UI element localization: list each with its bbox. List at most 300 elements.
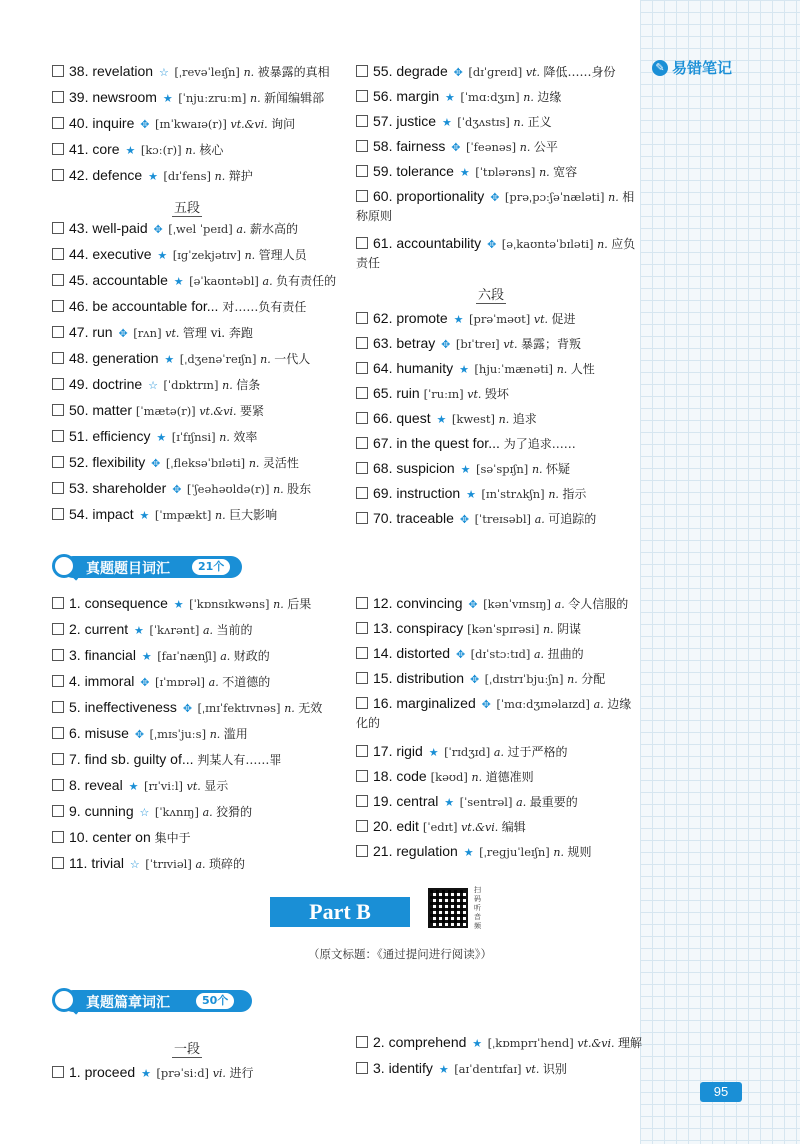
chinese-meaning: 人性: [570, 362, 595, 376]
chinese-meaning: 要紧: [239, 404, 264, 418]
section-count: 50个: [196, 993, 234, 1009]
section-header-zhenti: [52, 556, 242, 578]
chinese-meaning: 对……负有责任: [222, 300, 307, 314]
checkbox[interactable]: [356, 622, 368, 634]
frequency-mark-icon: ★: [139, 509, 153, 522]
vocab-word: 7. find sb. guilty of...: [69, 751, 198, 767]
part-of-speech: n.: [531, 463, 547, 476]
section-header-chapter: [52, 990, 242, 1012]
vocab-entry: [356, 1059, 636, 1079]
frequency-mark-icon: ★: [463, 846, 478, 859]
checkbox[interactable]: [356, 65, 368, 77]
checkbox[interactable]: [52, 378, 64, 390]
chinese-meaning: 当前的: [216, 623, 253, 637]
frequency-mark-icon: ✥: [182, 702, 196, 715]
vocab-word: 50. matter: [69, 402, 136, 418]
checkbox[interactable]: [52, 430, 64, 442]
brand-text: 易错笔记: [672, 59, 733, 77]
part-of-speech: a.: [220, 650, 234, 663]
phonetic: [ˌfleksəˈbɪləti]: [165, 456, 249, 470]
part-of-speech: n.: [608, 191, 623, 204]
phonetic: [ˈnjuːzruːm]: [178, 91, 250, 105]
chinese-meaning: 滥用: [223, 727, 248, 741]
vocab-word: 45. accountable: [69, 272, 172, 288]
checkbox[interactable]: [52, 222, 64, 234]
frequency-mark-icon: ★: [438, 1063, 453, 1076]
checkbox[interactable]: [52, 831, 64, 843]
frequency-mark-icon: ★: [460, 463, 474, 476]
phonetic: [ˌdʒenəˈreɪʃn]: [179, 352, 261, 366]
part-of-speech: a.: [202, 624, 217, 637]
part-of-speech: n.: [219, 431, 234, 444]
grid-margin-band: [640, 0, 800, 1144]
section-count: 21个: [192, 559, 230, 575]
vocab-entry: [52, 505, 332, 525]
qr-code-icon[interactable]: [428, 888, 468, 928]
chinese-meaning: 促进: [551, 312, 576, 326]
frequency-mark-icon: ✥: [441, 338, 454, 351]
chinese-meaning: 管理 vi. 奔跑: [182, 326, 253, 340]
vocab-word: 51. efficiency: [69, 428, 155, 444]
vocab-entry: [52, 854, 332, 874]
checkbox[interactable]: [356, 487, 368, 499]
part-of-speech: a.: [554, 598, 569, 611]
phonetic: [bɪˈtreɪ]: [455, 337, 504, 351]
part-of-speech: n.: [597, 238, 612, 251]
phonetic: [ˈdɒktrɪn]: [163, 378, 223, 392]
checkbox[interactable]: [356, 1062, 368, 1074]
frequency-mark-icon: ★: [453, 313, 467, 326]
vocab-entry: [52, 88, 332, 108]
chinese-meaning: 边缘: [537, 90, 562, 104]
part-of-speech: n.: [513, 116, 528, 129]
checkbox[interactable]: [52, 143, 64, 155]
vocab-entry: [356, 509, 636, 529]
checkbox[interactable]: [52, 1066, 64, 1078]
frequency-mark-icon: ✥: [451, 141, 464, 154]
chinese-meaning: 集中于: [154, 831, 191, 845]
vocab-entry: [356, 162, 636, 182]
vocab-entry: [52, 750, 332, 770]
part-of-speech: a.: [202, 806, 217, 819]
vocab-word: 6. misuse: [69, 725, 133, 741]
vocab-word: 3. financial: [69, 647, 140, 663]
checkbox[interactable]: [356, 437, 368, 449]
phonetic: [ˌmɪsˈjuːs]: [149, 727, 210, 741]
checkbox[interactable]: [52, 65, 64, 77]
checkbox[interactable]: [356, 597, 368, 609]
vocab-entry: [52, 375, 332, 395]
chinese-meaning: 暴露；背叛: [520, 337, 581, 351]
part-of-speech: a.: [593, 698, 608, 711]
part-of-speech: n.: [542, 623, 558, 636]
checkbox[interactable]: [356, 845, 368, 857]
vocab-word: 2. comprehend: [373, 1034, 471, 1050]
chinese-meaning: 核心: [199, 143, 224, 157]
checkbox[interactable]: [52, 779, 64, 791]
frequency-mark-icon: ✥: [468, 598, 482, 611]
frequency-mark-icon: ✥: [490, 191, 503, 204]
frequency-mark-icon: ☆: [158, 66, 173, 79]
checkbox[interactable]: [356, 795, 368, 807]
vocab-word: 18. code: [373, 768, 431, 784]
checkbox[interactable]: [356, 165, 368, 177]
checkbox[interactable]: [52, 857, 64, 869]
checkbox[interactable]: [52, 597, 64, 609]
chinese-meaning: 分配: [581, 672, 606, 686]
vocab-entry: [52, 114, 332, 134]
vocab-word: 8. reveal: [69, 777, 127, 793]
checkbox[interactable]: [52, 482, 64, 494]
checkbox[interactable]: [356, 237, 368, 249]
vocab-entry: [356, 187, 636, 226]
chinese-meaning: 理解: [618, 1036, 643, 1050]
frequency-mark-icon: ★: [156, 431, 170, 444]
checkbox[interactable]: [356, 770, 368, 782]
magnifier-icon: [52, 988, 76, 1012]
part-of-speech: vt.: [503, 338, 521, 351]
part-of-speech: a.: [534, 513, 549, 526]
vocab-entry: [52, 219, 332, 239]
part-of-speech: a.: [534, 648, 548, 661]
checkbox[interactable]: [356, 745, 368, 757]
vocab-entry: [52, 140, 332, 160]
phonetic: [faɪˈnænʃl]: [157, 649, 221, 663]
phonetic: [ˌdɪstrɪˈbjuːʃn]: [484, 672, 568, 686]
phonetic: [ˈtɒlərəns]: [475, 165, 540, 179]
chinese-meaning: 无效: [298, 701, 323, 715]
chinese-meaning: 追求: [512, 412, 537, 426]
phonetic: [ˈkʌnɪŋ]: [154, 805, 203, 819]
chinese-meaning: 询问: [271, 117, 296, 131]
chinese-meaning: 管理人员: [258, 248, 307, 262]
vocab-entry: [52, 698, 332, 718]
part-of-speech: vt.: [467, 388, 485, 401]
vocab-word: 62. promote: [373, 310, 452, 326]
part-of-speech: vt.: [525, 1063, 543, 1076]
chinese-meaning: 后果: [287, 597, 312, 611]
checkbox[interactable]: [356, 672, 368, 684]
vocab-word: 48. generation: [69, 350, 163, 366]
frequency-mark-icon: ✥: [455, 648, 469, 661]
checkbox[interactable]: [52, 675, 64, 687]
chinese-meaning: 被暴露的真相: [257, 65, 330, 79]
checkbox[interactable]: [356, 820, 368, 832]
vocab-entry: [356, 742, 636, 762]
chinese-meaning: 财政的: [233, 649, 270, 663]
section-label-wuduan: 五段: [172, 197, 202, 217]
phonetic: [ˈfeənəs]: [465, 140, 520, 154]
frequency-mark-icon: ★: [173, 275, 188, 288]
part-of-speech: n.: [556, 363, 571, 376]
phonetic: [ˌreɡjuˈleɪʃn]: [479, 845, 554, 859]
section-label-yiduan: 一段: [172, 1038, 202, 1058]
frequency-mark-icon: ★: [141, 650, 156, 663]
frequency-mark-icon: ✥: [172, 483, 185, 496]
checkbox[interactable]: [52, 404, 64, 416]
vocab-entry: [52, 1063, 332, 1083]
page-number: 95: [700, 1082, 742, 1102]
frequency-mark-icon: ✥: [459, 513, 473, 526]
vocab-word: 43. well-paid: [69, 220, 152, 236]
checkbox[interactable]: [356, 140, 368, 152]
part-of-speech: vi.: [212, 1067, 230, 1080]
magnifier-icon: [52, 554, 76, 578]
frequency-mark-icon: ★: [148, 170, 162, 183]
checkbox[interactable]: [356, 1036, 368, 1048]
checkbox[interactable]: [356, 362, 368, 374]
vocab-entry: [356, 309, 636, 329]
vocab-word: 14. distorted: [373, 645, 454, 661]
vocab-entry: [356, 594, 636, 614]
chinese-meaning: 进行: [229, 1066, 254, 1080]
pencil-icon: ✎: [652, 60, 668, 76]
checkbox[interactable]: [356, 697, 368, 709]
phonetic: [dɪˈstɔːtɪd]: [470, 647, 534, 661]
checkbox[interactable]: [52, 649, 64, 661]
checkbox[interactable]: [52, 456, 64, 468]
checkbox[interactable]: [52, 753, 64, 765]
vocab-word: 59. tolerance: [373, 163, 458, 179]
part-of-speech: vt.: [525, 66, 544, 79]
vocab-entry: [356, 409, 636, 429]
vocab-word: 52. flexibility: [69, 454, 150, 470]
part-of-speech: n.: [214, 170, 229, 183]
checkbox[interactable]: [356, 190, 368, 202]
phonetic: [ˈtrɪviəl]: [145, 857, 196, 871]
checkbox[interactable]: [52, 169, 64, 181]
vocab-word: 56. margin: [373, 88, 444, 104]
checkbox[interactable]: [356, 115, 368, 127]
vocab-entry: [356, 137, 636, 157]
frequency-mark-icon: ☆: [139, 806, 153, 819]
frequency-mark-icon: ✥: [487, 238, 500, 251]
frequency-mark-icon: ★: [472, 1037, 486, 1050]
phonetic: [prəˈsiːd]: [156, 1066, 213, 1080]
chinese-meaning: 毁坏: [484, 387, 509, 401]
vocab-word: 55. degrade: [373, 63, 452, 79]
vocab-word: 12. convincing: [373, 595, 467, 611]
checkbox[interactable]: [52, 508, 64, 520]
vocab-word: 67. in the quest for...: [373, 435, 504, 451]
checkbox[interactable]: [52, 274, 64, 286]
checkbox[interactable]: [52, 117, 64, 129]
checkbox[interactable]: [356, 387, 368, 399]
checkbox[interactable]: [52, 701, 64, 713]
vocab-entry: [52, 62, 332, 82]
phonetic: [ɪnˈstrʌkʃn]: [481, 487, 549, 501]
vocab-word: 19. central: [373, 793, 443, 809]
chinese-meaning: 负有责任的: [276, 274, 337, 288]
vocab-word: 47. run: [69, 324, 117, 340]
checkbox[interactable]: [52, 623, 64, 635]
phonetic: [kənˈvɪnsɪŋ]: [483, 597, 555, 611]
vocab-word: 40. inquire: [69, 115, 139, 131]
phonetic: [ɪnˈkwaɪə(r)]: [155, 117, 231, 131]
vocab-word: 4. immoral: [69, 673, 139, 689]
checkbox[interactable]: [52, 300, 64, 312]
phonetic: [ˈruːɪn]: [423, 387, 468, 401]
phonetic: [əˌkaʊntəˈbɪləti]: [501, 237, 598, 251]
vocab-word: 1. proceed: [69, 1064, 140, 1080]
vocab-word: 16. marginalized: [373, 695, 480, 711]
part-of-speech: n.: [260, 353, 275, 366]
vocab-word: 69. instruction: [373, 485, 465, 501]
part-of-speech: a.: [236, 223, 250, 236]
part-of-speech: n.: [222, 379, 237, 392]
chinese-meaning: 新闻编辑部: [264, 91, 325, 105]
phonetic: [ˈtreɪsəbl]: [474, 512, 535, 526]
chinese-meaning: 怀疑: [546, 462, 571, 476]
vocab-entry: [356, 112, 636, 132]
vocab-entry: [52, 349, 332, 369]
checkbox[interactable]: [356, 512, 368, 524]
frequency-mark-icon: ✥: [151, 457, 164, 470]
vocab-word: 42. defence: [69, 167, 147, 183]
part-of-speech: vt.&vi.: [199, 405, 240, 418]
vocab-word: 9. cunning: [69, 803, 138, 819]
checkbox[interactable]: [356, 412, 368, 424]
chinese-meaning: 琐碎的: [209, 857, 246, 871]
frequency-mark-icon: ★: [445, 91, 459, 104]
part-of-speech: vt.&vi.: [577, 1037, 619, 1050]
checkbox[interactable]: [356, 462, 368, 474]
vocab-word: 13. conspiracy: [373, 620, 468, 636]
part-of-speech: n.: [185, 144, 200, 157]
part-of-speech: a.: [516, 796, 530, 809]
chinese-meaning: 扭曲的: [547, 647, 584, 661]
part-of-speech: n.: [567, 673, 582, 686]
chinese-meaning: 辩护: [228, 169, 253, 183]
vocab-word: 58. fairness: [373, 138, 450, 154]
checkbox[interactable]: [52, 326, 64, 338]
part-of-speech: n.: [523, 91, 538, 104]
chinese-meaning: 正义: [527, 115, 552, 129]
vocab-word: 60. proportionality: [373, 188, 489, 204]
frequency-mark-icon: ★: [128, 780, 142, 793]
chinese-meaning: 过于严格的: [507, 745, 568, 759]
vocab-word: 64. humanity: [373, 360, 458, 376]
chinese-meaning: 薪水高的: [249, 222, 298, 236]
phonetic: [ˈʃeəhəʊldə(r)]: [186, 482, 274, 496]
vocab-word: 65. ruin: [373, 385, 424, 401]
part-of-speech: n.: [209, 728, 224, 741]
part-of-speech: a.: [195, 858, 210, 871]
vocab-word: 49. doctrine: [69, 376, 147, 392]
vocab-entry: [356, 334, 636, 354]
chinese-meaning: 令人信服的: [568, 597, 629, 611]
frequency-mark-icon: ★: [162, 92, 177, 105]
frequency-mark-icon: ✥: [140, 118, 153, 131]
vocab-entry: [52, 323, 332, 343]
frequency-mark-icon: ★: [444, 796, 458, 809]
checkbox[interactable]: [52, 91, 64, 103]
phonetic: [kwest]: [451, 412, 499, 426]
vocab-entry: [52, 646, 332, 666]
vocab-entry: [356, 62, 636, 82]
vocab-word: 39. newsroom: [69, 89, 161, 105]
vocab-entry: [52, 594, 332, 614]
vocab-entry: [356, 669, 636, 689]
frequency-mark-icon: ✥: [118, 327, 132, 340]
checkbox[interactable]: [356, 337, 368, 349]
phonetic: [ˌwel ˈpeɪd]: [168, 222, 237, 236]
phonetic: [rɪˈviːl]: [143, 779, 187, 793]
phonetic: [ˈmɑːdʒɪn]: [460, 90, 524, 104]
chinese-meaning: 规则: [567, 845, 592, 859]
phonetic: [ˈedɪt]: [422, 820, 462, 834]
vocab-word: 57. justice: [373, 113, 440, 129]
checkbox[interactable]: [356, 647, 368, 659]
chinese-meaning: 效率: [233, 430, 258, 444]
part-of-speech: n.: [249, 92, 265, 105]
checkbox[interactable]: [52, 727, 64, 739]
vocab-word: 21. regulation: [373, 843, 462, 859]
frequency-mark-icon: ★: [441, 116, 456, 129]
checkbox[interactable]: [52, 352, 64, 364]
chinese-meaning: 宽容: [553, 165, 578, 179]
part-of-speech: n.: [273, 483, 288, 496]
chinese-meaning: 为了追求……: [503, 437, 576, 451]
frequency-mark-icon: ✥: [453, 66, 467, 79]
part-of-speech: n.: [284, 702, 299, 715]
frequency-mark-icon: ★: [157, 249, 171, 262]
vocab-entry: [52, 297, 332, 317]
phonetic: [ˌkɒmprɪˈhend]: [487, 1036, 578, 1050]
chinese-meaning: 应负责任: [356, 237, 636, 270]
phonetic: [ˌɪnɪˈfektɪvnəs]: [197, 701, 285, 715]
vocab-entry: [52, 271, 337, 291]
frequency-mark-icon: ★: [466, 488, 480, 501]
vocab-word: 46. be accountable for...: [69, 298, 223, 314]
vocab-word: 53. shareholder: [69, 480, 171, 496]
vocab-word: 54. impact: [69, 506, 138, 522]
vocab-word: 5. ineffectiveness: [69, 699, 181, 715]
chinese-meaning: 最重要的: [529, 795, 578, 809]
checkbox[interactable]: [356, 312, 368, 324]
vocab-entry: [52, 672, 332, 692]
phonetic: [ˈmɑːdʒɪnəlaɪzd]: [496, 697, 594, 711]
vocab-entry: [52, 776, 332, 796]
vocab-word: 70. traceable: [373, 510, 458, 526]
frequency-mark-icon: ✥: [140, 676, 153, 689]
phonetic: [prəˌpɔːʃəˈnæləti]: [504, 190, 609, 204]
part-of-speech: a.: [208, 676, 223, 689]
phonetic: [ˈmætə(r)]: [135, 404, 200, 418]
phonetic: [ˌrevəˈleɪʃn]: [174, 65, 244, 79]
vocab-entry: [356, 817, 636, 837]
part-of-speech: n.: [553, 846, 568, 859]
checkbox[interactable]: [52, 805, 64, 817]
chinese-meaning: 识别: [542, 1062, 567, 1076]
frequency-mark-icon: ★: [125, 144, 139, 157]
phonetic: [ɪɡˈzekjətɪv]: [172, 248, 245, 262]
vocab-entry: [356, 359, 636, 379]
part-of-speech: vt.: [533, 313, 552, 326]
frequency-mark-icon: ✥: [469, 673, 483, 686]
frequency-mark-icon: ★: [134, 624, 148, 637]
vocab-entry: [356, 644, 636, 664]
vocab-word: 63. betray: [373, 335, 440, 351]
checkbox[interactable]: [356, 90, 368, 102]
vocab-entry: [356, 434, 636, 454]
checkbox[interactable]: [52, 248, 64, 260]
part-of-speech: n.: [539, 166, 554, 179]
vocab-entry: [52, 828, 332, 848]
vocab-entry: [356, 792, 636, 812]
phonetic: [kənˈspɪrəsi]: [467, 622, 543, 636]
section-title: 真题篇章词汇: [86, 995, 170, 1011]
